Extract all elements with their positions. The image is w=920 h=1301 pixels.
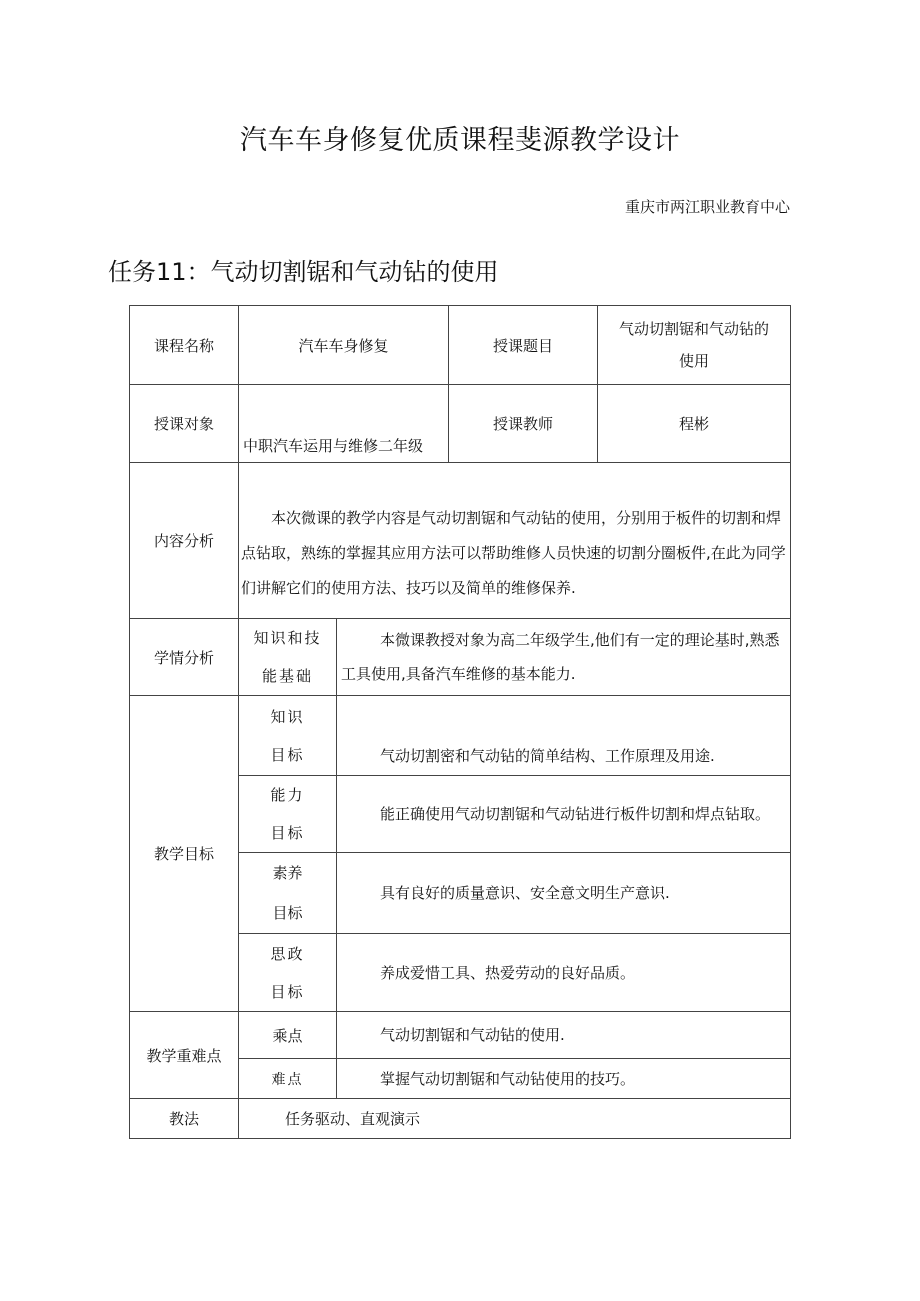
objectives-label: 教学目标 xyxy=(130,696,239,1012)
audience-value: 中职汽车运用与维修二年级 xyxy=(239,385,449,463)
objective-sub-line2: 目标 xyxy=(270,824,305,842)
table-row xyxy=(130,1012,791,1059)
keypoint-text: 掌握气动切割锯和气动钻使用的技巧。 xyxy=(337,1059,791,1099)
teacher-label: 授课教师 xyxy=(449,385,598,463)
table-row xyxy=(130,385,791,463)
table-row xyxy=(130,1099,791,1139)
objective-sub-line2: 目标 xyxy=(270,982,305,1001)
audience-label: 授课对象 xyxy=(130,385,239,463)
learner-sub-line2: 能基础 xyxy=(261,667,313,685)
objective-sub-label xyxy=(239,853,337,934)
keypoint-sub-label: 难点 xyxy=(239,1059,337,1099)
objective-sub-line2: 目标 xyxy=(272,904,303,922)
objective-sub-line1: 思政 xyxy=(270,944,305,963)
table-row xyxy=(130,463,791,619)
learner-sub-line1: 知识和技 xyxy=(253,629,322,647)
objective-text: 具有良好的质量意识、安全意文明生产意识. xyxy=(337,853,791,934)
objective-sub-label xyxy=(239,776,337,853)
objective-text: 能正确使用气动切割锯和气动钻进行板件切割和焊点钻取。 xyxy=(337,776,791,853)
learner-analysis-label: 学情分析 xyxy=(130,619,239,696)
topic-label: 授课题目 xyxy=(449,306,598,385)
document-title: 汽车车身修复优质课程斐源教学设计 xyxy=(240,125,680,156)
teacher-value: 程彬 xyxy=(598,385,791,463)
objective-sub-line1: 素养 xyxy=(272,864,303,882)
method-value: 任务驱动、直观演示 xyxy=(239,1099,791,1139)
objective-sub-label xyxy=(239,934,337,1012)
objective-sub-line1: 知识 xyxy=(270,707,305,726)
keypoint-sub-label: 乘点 xyxy=(239,1012,337,1059)
objective-text: 养成爱惜工具、热爱劳动的良好品质。 xyxy=(337,934,791,1012)
learner-analysis-text: 本微课教授对象为高二年级学生,他们有一定的理论基时,熟悉工具使用,具备汽车维修的基本能力. xyxy=(337,619,791,696)
course-name-label: 课程名称 xyxy=(130,306,239,385)
table-row xyxy=(130,619,791,696)
lesson-plan-table xyxy=(129,305,791,1139)
course-name-value: 汽车车身修复 xyxy=(239,306,449,385)
keypoint-text: 气动切割锯和气动钻的使用. xyxy=(337,1012,791,1059)
task-heading: 任务11：气动切割锯和气动钻的使用 xyxy=(108,258,499,286)
learner-sub-label xyxy=(239,619,337,696)
keypoints-label: 教学重难点 xyxy=(130,1012,239,1099)
objective-sub-label xyxy=(239,696,337,776)
content-analysis-text: 本次微课的教学内容是气动切割锯和气动钻的使用，分别用于板件的切割和焊点钻取，熟练的掌握其应用方法可以帮助维修人员快速的切割分圈板件,在此为同学们讲解它们的使用方法、技巧以及简单的维修保养. xyxy=(239,463,791,619)
organization-name: 重庆市两江职业教育中心 xyxy=(624,198,790,216)
table-row xyxy=(130,696,791,776)
table-row xyxy=(130,306,791,385)
objective-sub-line2: 目标 xyxy=(270,745,305,764)
objective-text: 气动切割密和气动钻的简单结构、工作原理及用途. xyxy=(337,696,791,776)
content-analysis-label: 内容分析 xyxy=(130,463,239,619)
method-label: 教法 xyxy=(130,1099,239,1139)
objective-sub-line1: 能力 xyxy=(270,786,305,804)
topic-value: 气动切割锯和气动钻的使用 xyxy=(598,306,791,385)
